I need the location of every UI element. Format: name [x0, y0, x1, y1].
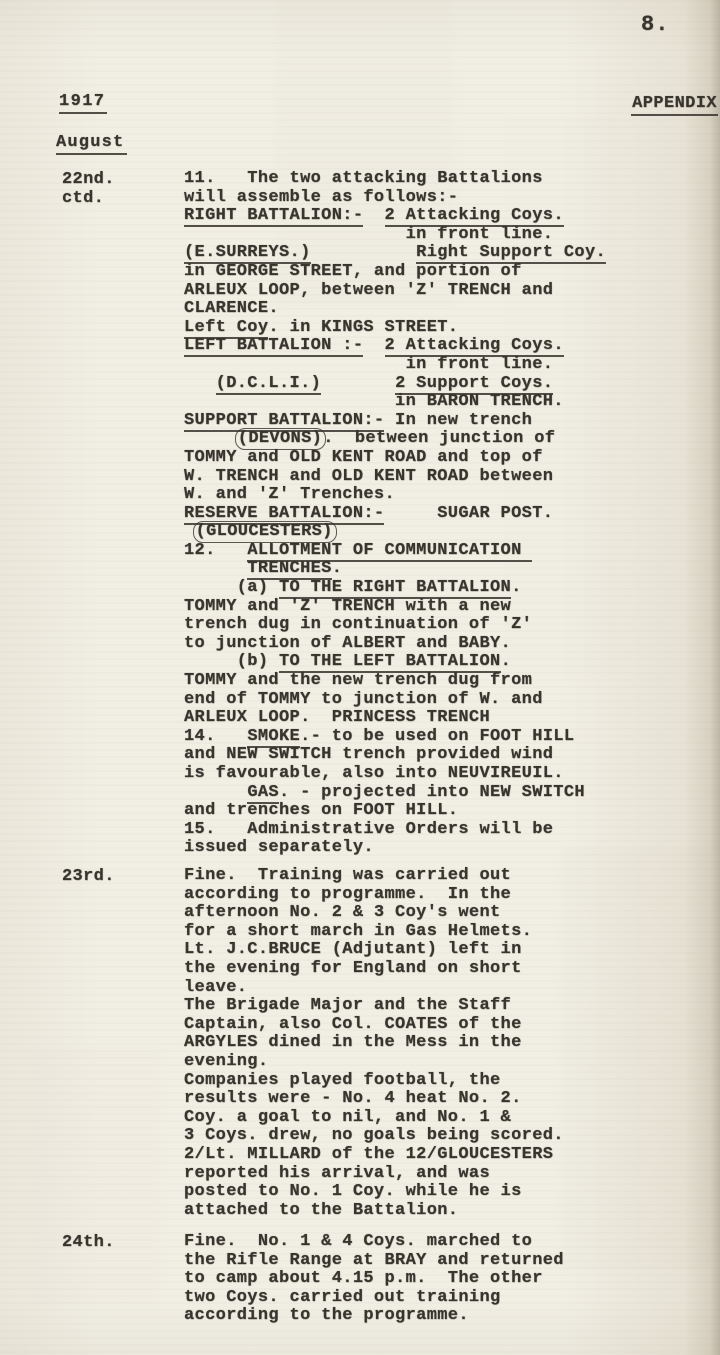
text-segment: in front line.: [184, 354, 554, 374]
boxed-text: (GLOUCESTERS): [193, 521, 337, 543]
text-segment: in BARON TRENCH.: [184, 392, 564, 412]
underlined-text: Left Coy: [184, 317, 269, 337]
text-segment: issued separately.: [184, 838, 374, 858]
text-segment: . in KINGS STREET.: [268, 317, 459, 337]
text-line: [184, 997, 564, 1016]
entry-date: [62, 1234, 115, 1253]
entry-date: [62, 171, 115, 208]
text-line: [184, 746, 606, 765]
text-line: [184, 1053, 564, 1072]
text-segment: Fine. No. 1 & 4 Coys. marched to: [184, 1232, 533, 1251]
text-line: [184, 226, 606, 245]
text-line: [184, 653, 606, 672]
underlined-text: RIGHT BATTALION:-: [184, 206, 364, 226]
text-segment: is favourable, also into NEUVIREUIL.: [184, 764, 564, 783]
text-segment: will assemble as follows:-: [184, 187, 459, 207]
text-line: [184, 170, 606, 189]
text-line: [184, 356, 606, 375]
date-line: 24th.: [62, 1233, 115, 1252]
date-line: 23rd.: [62, 867, 115, 886]
text-line: [184, 1146, 564, 1165]
text-segment: (a): [184, 578, 279, 598]
text-segment: evening.: [184, 1051, 269, 1071]
text-segment: 12.: [184, 540, 248, 560]
text-line: [184, 839, 606, 858]
text-line: [184, 904, 564, 923]
text-segment: TOMMY and 'Z' TRENCH with a new: [184, 596, 512, 616]
text-segment: reported his arrival, and was: [184, 1163, 490, 1183]
text-line: [184, 598, 606, 617]
text-segment: . between junction of: [323, 429, 556, 449]
text-segment: posted to No. 1 Coy. while he is: [184, 1182, 522, 1202]
text-segment: TOMMY and OLD KENT ROAD and top of: [184, 447, 543, 467]
text-segment: . - projected into NEW SWITCH: [278, 782, 585, 802]
text-segment: [363, 336, 384, 355]
text-segment: trench dug in continuation of 'Z': [184, 615, 533, 635]
underlined-text: ALLOTMENT OF COMMUNICATION: [247, 540, 533, 560]
text-segment: two Coys. carried out training: [184, 1287, 501, 1307]
text-line: [184, 1090, 564, 1109]
text-line: [184, 579, 606, 598]
text-line: [184, 821, 606, 840]
text-segment: and trenches on FOOT HILL.: [184, 801, 459, 821]
text-line: [184, 784, 606, 803]
text-segment: [311, 243, 417, 262]
text-segment: according to the programme.: [184, 1306, 469, 1326]
text-segment: 11. The two attacking Battalions: [184, 169, 543, 188]
text-segment: and NEW SWITCH trench provided wind: [184, 745, 554, 765]
text-segment: Lt. J.C.BRUCE (Adjutant) left in: [184, 940, 522, 960]
text-line: [184, 244, 606, 263]
date-line: ctd.: [62, 188, 105, 208]
text-segment: CLARENCE.: [184, 299, 279, 319]
text-segment: (b): [184, 652, 279, 672]
entry-body: [184, 867, 564, 1220]
text-segment: [184, 429, 237, 448]
text-segment: to junction of ALBERT and BABY.: [184, 633, 512, 653]
text-segment: [184, 783, 247, 802]
text-line: [184, 1127, 564, 1146]
entry-body: [184, 1233, 564, 1326]
text-line: [184, 486, 606, 505]
text-line: [184, 1183, 564, 1202]
text-line: [184, 802, 606, 821]
text-line: [184, 189, 606, 208]
text-line: [184, 886, 564, 905]
text-line: [184, 1034, 564, 1053]
text-segment: In new trench: [384, 410, 533, 430]
text-line: [184, 923, 564, 942]
text-line: [184, 393, 606, 412]
text-segment: .- to be used on FOOT HILL: [300, 726, 575, 746]
text-line: [184, 300, 606, 319]
underlined-text: SMOKE: [247, 726, 301, 746]
text-segment: 2/Lt. MILLARD of the 12/GLOUCESTERS: [184, 1144, 554, 1164]
text-segment: Companies played football, the: [184, 1070, 501, 1090]
text-segment: The Brigade Major and the Staff: [184, 996, 512, 1016]
text-line: [184, 1233, 564, 1252]
underlined-text: Right Support Coy.: [416, 243, 607, 263]
text-segment: Captain, also Col. COATES of the: [184, 1014, 522, 1034]
year-heading: 1917: [59, 92, 107, 114]
text-segment: 15. Administrative Orders will be: [184, 819, 554, 839]
text-segment: end of TOMMY to junction of W. and: [184, 689, 543, 709]
text-segment: .: [511, 578, 522, 598]
text-line: [184, 691, 606, 710]
text-segment: ARLEUX LOOP, between 'Z' TRENCH and: [184, 280, 554, 300]
text-segment: .: [500, 652, 512, 672]
underlined-text: TO THE RIGHT BATTALION: [278, 578, 512, 598]
page-number: 8.: [641, 12, 670, 37]
text-line: [184, 560, 606, 579]
underlined-text: 2 Attacking Coys.: [384, 206, 564, 226]
text-line: [184, 709, 606, 728]
text-line: [184, 319, 606, 338]
entry-body: [184, 170, 606, 858]
text-line: [184, 1202, 564, 1221]
underlined-text: TO THE LEFT BATTALION: [278, 652, 501, 672]
text-line: [184, 207, 606, 226]
text-line: [184, 375, 606, 394]
text-line: [184, 449, 606, 468]
text-segment: TOMMY and the new trench dug from: [184, 671, 533, 691]
text-segment: Coy. a goal to nil, and No. 1 &: [184, 1107, 512, 1127]
text-line: [184, 941, 564, 960]
text-segment: ARGYLES dined in the Mess in the: [184, 1033, 522, 1053]
appendix-heading: APPENDIX: [631, 94, 718, 116]
text-segment: [184, 374, 216, 393]
text-line: [184, 1307, 564, 1326]
text-segment: leave.: [184, 977, 248, 997]
text-segment: in GEORGE STREET, and portion of: [184, 261, 522, 281]
text-line: [184, 1109, 564, 1128]
text-line: [184, 263, 606, 282]
date-line: 22nd.: [62, 170, 115, 189]
text-line: [184, 1165, 564, 1184]
text-line: [184, 728, 606, 747]
underlined-text: LEFT BATTALION :-: [184, 336, 364, 356]
underlined-text: 2 Support Coys.: [395, 373, 554, 393]
text-segment: .: [331, 559, 343, 579]
text-line: [184, 337, 606, 356]
text-segment: W. and 'Z' Trenches.: [184, 485, 396, 505]
entry-date: [62, 868, 115, 887]
text-segment: the Rifle Range at BRAY and returned: [184, 1250, 564, 1270]
underlined-text: RESERVE BATTALION:-: [184, 503, 385, 523]
text-segment: according to programme. In the: [184, 884, 512, 904]
text-line: [184, 468, 606, 487]
text-segment: W. TRENCH and OLD KENT ROAD between: [184, 466, 554, 486]
text-segment: attached to the Battalion.: [184, 1200, 459, 1220]
text-line: [184, 1072, 564, 1091]
text-segment: for a short march in Gas Helmets.: [184, 921, 533, 941]
month-heading: August: [56, 133, 127, 155]
text-line: [184, 867, 564, 886]
text-line: [184, 960, 564, 979]
text-segment: Fine. Training was carried out: [184, 866, 512, 885]
underlined-text: TRENCHES: [247, 559, 332, 579]
text-segment: the evening for England on short: [184, 958, 522, 978]
underlined-text: 2 Attacking Coys.: [384, 336, 564, 356]
text-segment: SUGAR POST.: [384, 503, 554, 523]
text-line: [184, 979, 564, 998]
text-segment: to camp about 4.15 p.m. The other: [184, 1269, 543, 1289]
text-segment: [184, 559, 247, 578]
text-line: [184, 542, 606, 561]
text-line: [184, 616, 606, 635]
text-line: [184, 635, 606, 654]
text-line: [184, 1270, 564, 1289]
text-line: [184, 282, 606, 301]
text-line: [184, 523, 606, 542]
text-line: [184, 672, 606, 691]
underlined-text: GAS: [247, 782, 279, 802]
text-segment: 14.: [184, 726, 248, 746]
text-line: [184, 430, 606, 449]
text-segment: ARLEUX LOOP. PRINCESS TRENCH: [184, 708, 490, 728]
text-segment: in front line.: [184, 224, 554, 244]
underlined-text: SUPPORT BATTALION:-: [184, 410, 385, 430]
text-segment: results were - No. 4 heat No. 2.: [184, 1089, 522, 1109]
text-segment: 3 Coys. drew, no goals being scored.: [184, 1126, 564, 1146]
text-line: [184, 1252, 564, 1271]
text-segment: [363, 206, 384, 225]
text-line: [184, 1289, 564, 1308]
text-line: [184, 765, 606, 784]
underlined-text: (E.SURREYS.): [184, 243, 311, 263]
text-segment: [321, 374, 395, 393]
boxed-text: (DEVONS): [235, 428, 326, 450]
text-segment: afternoon No. 2 & 3 Coy's went: [184, 903, 501, 923]
text-line: [184, 1016, 564, 1035]
underlined-text: (D.C.L.I.): [215, 373, 322, 393]
